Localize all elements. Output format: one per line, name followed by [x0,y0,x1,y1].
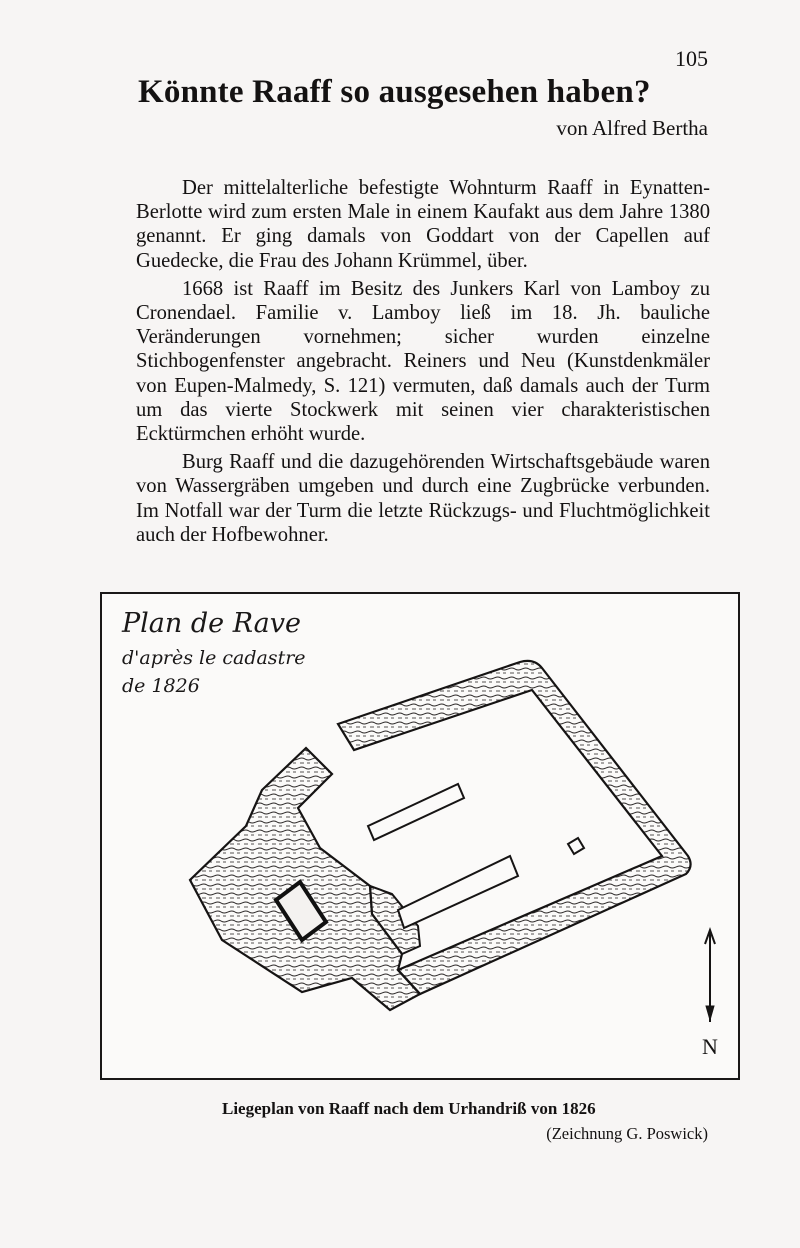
article-title: Könnte Raaff so ausgesehen haben? [138,74,651,110]
article-author: von Alfred Bertha [556,116,708,140]
paragraph-3: Burg Raaff und die dazugehörenden Wirtschaftsgebäude waren von Wassergräben umgeben und durch eine Zugbrücke verbunden. Im Notfall war der Turm die letzte Rückzugs- und Fluchtmöglichkeit auch der Hofbewohner. [136,451,710,546]
castle-plan-figure [100,592,740,1080]
figure-caption: Liegeplan von Raaff nach dem Urhandriß von 1826 [222,1099,596,1118]
paragraph-1: Der mittelalterliche befestigte Wohnturm Raaff in Eynatten-Berlotte wird zum ersten Male in einem Kaufakt aus dem Jahre 1380 genannt. Er ging damals von Goddart von der Capellen auf Guedecke, die Frau des Johann Krümmel, über. [136,177,710,272]
small-structure [568,838,584,854]
castle-plan-drawing [102,594,738,1078]
article-body [136,176,710,551]
moat-west [190,748,420,1010]
plan-title-handwritten: Plan de Rave [122,608,301,639]
plan-year-handwritten: de 1826 [122,675,200,697]
page-number: 105 [675,46,708,71]
north-arrow-icon [706,1006,714,1020]
plan-subtitle-handwritten: d'après le cadastre [122,647,306,669]
farm-building-north [368,784,464,840]
paragraph-2: 1668 ist Raaff im Besitz des Junkers Karl von Lamboy zu Cronendael. Familie v. Lamboy ließ im 18. Jh. bauliche Veränderungen vornehmen; sicher wurden einzelne Stichbogenfenster angebracht. Reiners und Neu (Kunstdenkmäler von Eupen-Malmedy, S. 121) vermuten, daß damals auch der Turm um das vierte Stockwerk mit seinen vier charakteristischen Ecktürmchen erhöht wurde. [136,277,710,446]
figure-credit: (Zeichnung G. Poswick) [546,1124,708,1143]
north-label: N [702,1034,718,1059]
farm-building-south [398,856,518,928]
